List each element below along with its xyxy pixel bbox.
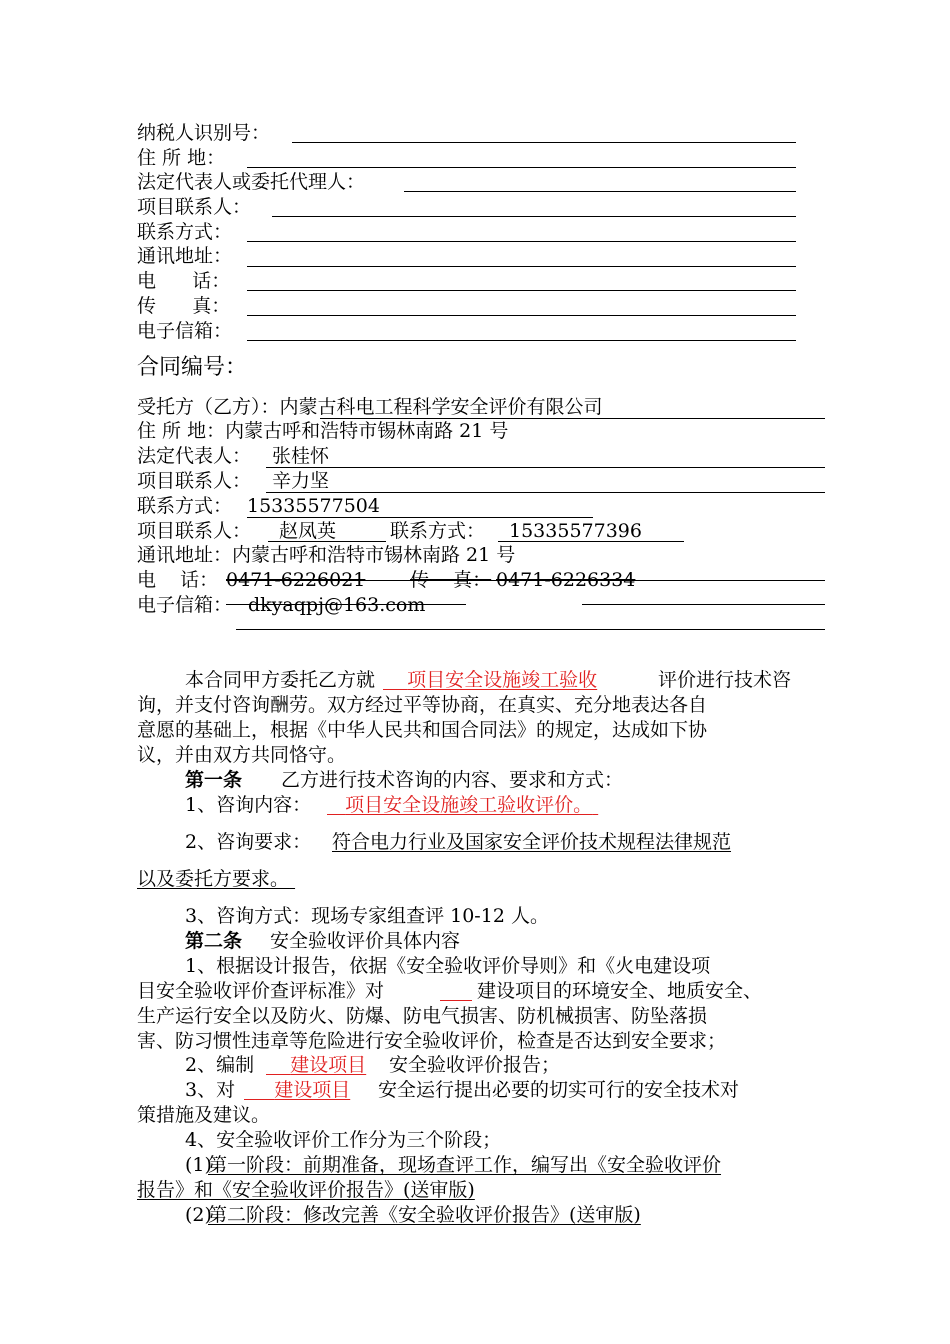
contract-number-label: 合同编号： bbox=[137, 355, 248, 380]
contact-method-line bbox=[247, 241, 796, 242]
stage-2-number: (2) bbox=[185, 1204, 212, 1226]
phone-line bbox=[247, 290, 796, 291]
stage-1-line-2: 报告》和《安全验收评价报告》(送审版) bbox=[137, 1179, 475, 1201]
party-b-contact2: 赵凤英 bbox=[279, 520, 337, 542]
party-b-contact-line bbox=[266, 492, 825, 493]
party-b-email-strike bbox=[226, 604, 466, 605]
article-2-p1-line-1: 1、根据设计报告，依据《安全验收评价导则》和《火电建设项 bbox=[185, 955, 711, 977]
fax-label: 传 真： bbox=[137, 295, 231, 317]
mail-address-label: 通讯地址： bbox=[137, 245, 233, 267]
party-b-contact2-label: 项目联系人： bbox=[137, 520, 252, 542]
article-2-p2-start: 2、编制 bbox=[185, 1054, 255, 1076]
fax-line bbox=[247, 315, 796, 316]
consult-requirement-line-1: 符合电力行业及国家安全评价技术规程法律规范 bbox=[332, 831, 732, 853]
email-label: 电子信箱： bbox=[137, 320, 233, 342]
party-b-legal-rep-label: 法定代表人： bbox=[137, 445, 252, 467]
article-2-p1-line-3: 生产运行安全以及防火、防爆、防电气损害、防机械损害、防坠落损 bbox=[137, 1005, 708, 1027]
party-b-extra-line bbox=[236, 629, 825, 630]
article-2-p1-blank bbox=[440, 1000, 472, 1001]
residence-line bbox=[247, 167, 796, 168]
email-line bbox=[247, 340, 796, 341]
intro-project-name: 项目安全设施竣工验收 bbox=[407, 669, 598, 691]
party-b-mail-address: 通讯地址：内蒙古呼和浩特市锡林南路 21 号 bbox=[137, 544, 516, 566]
article-2-title: 第二条 bbox=[185, 930, 243, 952]
party-b-legal-rep-line bbox=[266, 467, 825, 468]
party-b-phone-line bbox=[247, 517, 593, 518]
consult-content-label: 1、咨询内容： bbox=[185, 794, 312, 816]
legal-rep-label: 法定代表人或委托代理人： bbox=[137, 171, 366, 193]
party-b-tel: 0471-6226021 bbox=[226, 569, 366, 591]
intro-line-2: 询，并支付咨询酬劳。双方经过平等协商，在真实、充分地表达各自 bbox=[137, 694, 708, 716]
article-2-p1-line-2a: 目安全验收评价查评标准》对 bbox=[137, 980, 385, 1002]
article-2-p1-line-4: 害、防习惯性违章等危险进行安全验收评价，检查是否达到安全要求； bbox=[137, 1030, 727, 1052]
consult-method: 3、咨询方式：现场专家组查评 10-12 人。 bbox=[185, 905, 549, 927]
stage-1-line-1: 第一阶段：前期准备，现场查评工作，编写出《安全验收评价 bbox=[208, 1154, 722, 1176]
article-1-title: 第一条 bbox=[185, 769, 243, 791]
party-b-phone2-line bbox=[498, 541, 684, 542]
consult-requirement-line-2: 以及委托方要求。 bbox=[137, 868, 290, 890]
article-2-p3-end: 安全运行提出必要的切实可行的安全技术对 bbox=[378, 1079, 740, 1101]
residence-label: 住 所 地： bbox=[137, 147, 226, 169]
article-2-heading: 安全验收评价具体内容 bbox=[270, 930, 461, 952]
party-b-email-line-right bbox=[582, 604, 825, 605]
party-b-address: 住 所 地：内蒙古呼和浩特市锡林南路 21 号 bbox=[137, 420, 509, 442]
stage-2-line: 第二阶段：修改完善《安全验收评价报告》(送审版) bbox=[208, 1204, 641, 1226]
legal-rep-line bbox=[404, 191, 796, 192]
party-b-contact2-line bbox=[268, 541, 386, 542]
intro-line-3: 意愿的基础上，根据《中华人民共和国合同法》的规定，达成如下协 bbox=[137, 719, 708, 741]
intro-line-4: 议，并由双方共同恪守。 bbox=[137, 744, 347, 766]
consult-content-value: 项目安全设施竣工验收评价。 bbox=[345, 794, 593, 816]
party-b-legal-rep: 张桂怀 bbox=[272, 445, 330, 467]
tax-id-label: 纳税人识别号： bbox=[137, 122, 271, 144]
entrusted-party: 受托方（乙方）：内蒙古科电工程科学安全评价有限公司 bbox=[137, 396, 603, 418]
party-b-phone2: 15335577396 bbox=[509, 520, 642, 542]
party-b-contact-label: 项目联系人： bbox=[137, 470, 252, 492]
party-b-fax: 0471-6226334 bbox=[496, 569, 636, 591]
party-b-fax-label: 传 真： bbox=[410, 569, 492, 591]
party-b-phone2-label: 联系方式： bbox=[390, 520, 486, 542]
party-b-contact: 辛力坚 bbox=[272, 470, 330, 492]
article-2-p4: 4、安全验收评价工作分为三个阶段； bbox=[185, 1129, 502, 1151]
intro-text-end: 评价进行技术咨 bbox=[658, 669, 792, 691]
article-2-p2-project: 建设项目 bbox=[290, 1054, 367, 1076]
article-2-p3-start: 3、对 bbox=[185, 1079, 236, 1101]
article-1-heading: 乙方进行技术咨询的内容、要求和方式： bbox=[281, 769, 624, 791]
party-b-email-label: 电子信箱： bbox=[137, 594, 233, 616]
contact-method-label: 联系方式： bbox=[137, 221, 233, 243]
phone-label: 电 话： bbox=[137, 270, 231, 292]
intro-text-start: 本合同甲方委托乙方就 bbox=[185, 669, 376, 691]
mail-address-line bbox=[247, 266, 796, 267]
project-contact-line bbox=[272, 216, 796, 217]
party-b-phone-label: 联系方式： bbox=[137, 495, 233, 517]
party-b-phone: 15335577504 bbox=[247, 495, 380, 517]
stage-1-number: (1) bbox=[185, 1154, 212, 1176]
party-b-tel-strike bbox=[226, 580, 825, 581]
article-2-p2-end: 安全验收评价报告； bbox=[389, 1054, 561, 1076]
project-contact-label: 项目联系人： bbox=[137, 196, 252, 218]
article-2-p3-project: 建设项目 bbox=[274, 1079, 351, 1101]
consult-requirement-label: 2、咨询要求： bbox=[185, 831, 312, 853]
tax-id-line bbox=[292, 142, 796, 143]
party-b-email: dkyaqpj@163.com bbox=[248, 594, 426, 616]
party-b-tel-label: 电 话： bbox=[137, 569, 219, 591]
article-2-p1-line-2b: 建设项目的环境安全、地质安全、 bbox=[477, 980, 763, 1002]
article-2-p3-line-2: 策措施及建议。 bbox=[137, 1104, 271, 1126]
